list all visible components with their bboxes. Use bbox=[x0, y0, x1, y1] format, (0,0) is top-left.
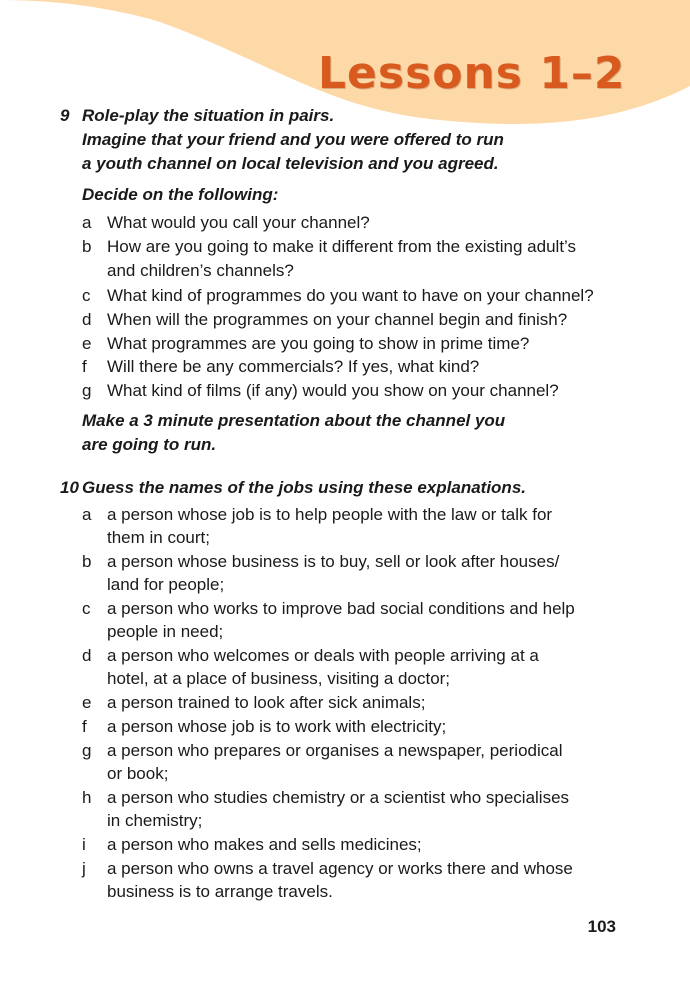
item-letter: h bbox=[82, 788, 92, 807]
item-text: a person whose business is to buy, sell or look after houses/ bbox=[107, 552, 560, 571]
item-text: or book; bbox=[107, 764, 169, 783]
item-text: hotel, at a place of business, visiting a doctor; bbox=[107, 669, 451, 688]
lesson-title: Lessons 1–2 bbox=[318, 48, 626, 99]
exercise-9-instruction-line: Role-play the situation in pairs. bbox=[82, 106, 335, 125]
item-letter: g bbox=[82, 741, 92, 760]
item-text: a person whose job is to help people with the law or talk for bbox=[107, 505, 553, 524]
item-letter: f bbox=[82, 717, 87, 736]
item-letter: j bbox=[82, 859, 86, 878]
item-letter: i bbox=[82, 835, 86, 854]
item-text: in chemistry; bbox=[107, 811, 203, 830]
closing-instruction-line: Make a 3 minute presentation about the channel you bbox=[82, 411, 506, 430]
page-number: 103 bbox=[587, 917, 616, 936]
item-text: a person who owns a travel agency or works there and whose bbox=[107, 859, 573, 878]
exercise-10-instruction: Guess the names of the jobs using these explanations. bbox=[82, 478, 526, 497]
item-text: people in need; bbox=[107, 622, 224, 641]
item-letter: e bbox=[82, 693, 92, 712]
item-letter: b bbox=[82, 237, 92, 256]
item-letter: b bbox=[82, 552, 92, 571]
item-letter: e bbox=[82, 334, 92, 353]
exercise-9-instruction-line: a youth channel on local television and you agreed. bbox=[82, 154, 499, 173]
item-text: a person who makes and sells medicines; bbox=[107, 835, 422, 854]
item-text: What kind of films (if any) would you show on your channel? bbox=[107, 381, 559, 400]
item-letter: d bbox=[82, 310, 92, 329]
exercise-9-instruction-line: Imagine that your friend and you were offered to run bbox=[82, 130, 504, 149]
item-text: What kind of programmes do you want to have on your channel? bbox=[107, 286, 594, 305]
item-letter: a bbox=[82, 505, 92, 524]
item-text: them in court; bbox=[107, 528, 210, 547]
item-text: a person whose job is to work with electricity; bbox=[107, 717, 447, 736]
decide-label: Decide on the following: bbox=[82, 185, 279, 204]
item-text: business is to arrange travels. bbox=[107, 882, 333, 901]
exercise-10-number: 10 bbox=[60, 478, 79, 497]
item-letter: c bbox=[82, 286, 91, 305]
item-letter: g bbox=[82, 381, 92, 400]
item-text: a person who prepares or organises a newspaper, periodical bbox=[107, 741, 563, 760]
item-text: a person trained to look after sick animals; bbox=[107, 693, 426, 712]
item-text: and children’s channels? bbox=[107, 261, 294, 280]
item-text: When will the programmes on your channel begin and finish? bbox=[107, 310, 568, 329]
item-text: Will there be any commercials? If yes, what kind? bbox=[107, 357, 480, 376]
exercise-9-number: 9 bbox=[60, 106, 70, 125]
item-letter: a bbox=[82, 213, 92, 232]
item-letter: c bbox=[82, 599, 91, 618]
item-letter: f bbox=[82, 357, 87, 376]
item-letter: d bbox=[82, 646, 92, 665]
exercise-9 bbox=[0, 104, 690, 464]
exercise-10 bbox=[0, 476, 690, 906]
item-text: What would you call your channel? bbox=[107, 213, 370, 232]
item-text: a person who welcomes or deals with people arriving at a bbox=[107, 646, 539, 665]
item-text: How are you going to make it different from the existing adult’s bbox=[107, 237, 577, 256]
item-text: a person who works to improve bad social conditions and help bbox=[107, 599, 575, 618]
closing-instruction-line: are going to run. bbox=[82, 435, 217, 454]
item-text: a person who studies chemistry or a scientist who specialises bbox=[107, 788, 570, 807]
item-text: What programmes are you going to show in prime time? bbox=[107, 334, 530, 353]
item-text: land for people; bbox=[107, 575, 225, 594]
